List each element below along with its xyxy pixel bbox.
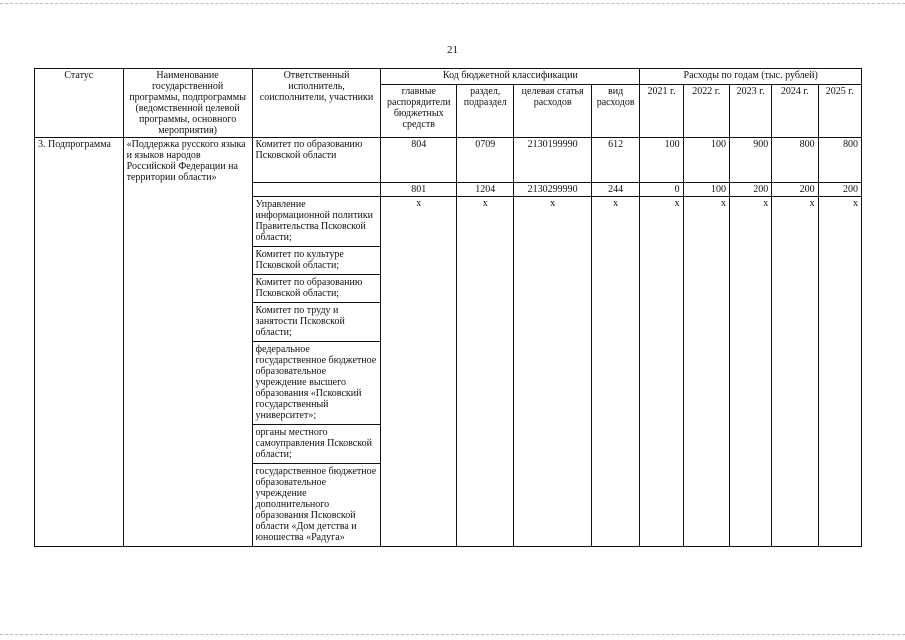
row-executor: Комитет по образованию Псковской области bbox=[252, 138, 381, 183]
cell-grbs: 804 bbox=[381, 138, 457, 183]
scan-edge-bottom bbox=[0, 634, 905, 635]
row-status: 3. Подпрограмма bbox=[35, 138, 124, 547]
header-name: Наименование государственной программы, подпрограммы (ведомственной целевой программы, основного мероприятия) bbox=[123, 69, 252, 138]
cell-type: x bbox=[591, 197, 639, 547]
header-kbk-grbs: главные распорядители бюджетных средств bbox=[381, 84, 457, 137]
header-status: Статус bbox=[35, 69, 124, 138]
participant-item: Комитет по образованию Псковской области; bbox=[253, 274, 381, 302]
participant-item: Комитет по труду и занятости Псковской области; bbox=[253, 302, 381, 341]
participant-item: Управление информационной политики Правительства Псковской области; bbox=[255, 199, 374, 243]
cell-2024: 800 bbox=[772, 138, 818, 183]
cell-2025: 800 bbox=[818, 138, 861, 183]
table-row bbox=[35, 138, 862, 183]
header-kbk-group: Код бюджетной классификации bbox=[381, 69, 640, 85]
cell-2021: 0 bbox=[640, 183, 683, 197]
budget-table bbox=[34, 68, 862, 547]
cell-target: x bbox=[514, 197, 592, 547]
cell-section: 0709 bbox=[457, 138, 514, 183]
page-number: 21 bbox=[447, 44, 458, 56]
header-year-2023: 2023 г. bbox=[729, 84, 771, 137]
cell-section: 1204 bbox=[457, 183, 514, 197]
participant-item: Комитет по культуре Псковской области; bbox=[253, 246, 381, 274]
header-kbk-target: целевая статья расходов bbox=[514, 84, 592, 137]
row-executor bbox=[252, 183, 381, 197]
cell-2023: 900 bbox=[729, 138, 771, 183]
cell-type: 244 bbox=[591, 183, 639, 197]
cell-2023: x bbox=[729, 197, 771, 547]
participants-cell bbox=[252, 197, 381, 547]
header-kbk-section: раздел, подраздел bbox=[457, 84, 514, 137]
participant-item: государственное бюджетное образовательное учреждение дополнительного образования Псковской области «Дом детства и юношества «Радуга» bbox=[253, 463, 381, 546]
header-year-2021: 2021 г. bbox=[640, 84, 683, 137]
cell-grbs: x bbox=[381, 197, 457, 547]
cell-2022: 100 bbox=[683, 183, 729, 197]
cell-type: 612 bbox=[591, 138, 639, 183]
header-year-2025: 2025 г. bbox=[818, 84, 861, 137]
cell-2021: x bbox=[640, 197, 683, 547]
cell-2024: 200 bbox=[772, 183, 818, 197]
scan-edge-top bbox=[0, 3, 905, 4]
cell-2024: x bbox=[772, 197, 818, 547]
cell-2025: 200 bbox=[818, 183, 861, 197]
cell-2022: x bbox=[683, 197, 729, 547]
participant-item: федеральное государственное бюджетное образовательное учреждение высшего образования «Псковский государственный университет»; bbox=[253, 341, 381, 424]
participant-item: органы местного самоуправления Псковской области; bbox=[253, 424, 381, 463]
header-kbk-type: вид расходов bbox=[591, 84, 639, 137]
cell-grbs: 801 bbox=[381, 183, 457, 197]
header-year-2022: 2022 г. bbox=[683, 84, 729, 137]
header-year-2024: 2024 г. bbox=[772, 84, 818, 137]
row-name: «Поддержка русского языка и языков народов Российской Федерации на территории области» bbox=[123, 138, 252, 547]
cell-2022: 100 bbox=[683, 138, 729, 183]
header-executor: Ответственный исполнитель, соисполнители, участники bbox=[252, 69, 381, 138]
cell-2021: 100 bbox=[640, 138, 683, 183]
header-expenses-group: Расходы по годам (тыс. рублей) bbox=[640, 69, 862, 85]
cell-2025: x bbox=[818, 197, 861, 547]
header-row-1 bbox=[35, 69, 862, 85]
cell-section: x bbox=[457, 197, 514, 547]
cell-target: 2130299990 bbox=[514, 183, 592, 197]
cell-2023: 200 bbox=[729, 183, 771, 197]
cell-target: 2130199990 bbox=[514, 138, 592, 183]
